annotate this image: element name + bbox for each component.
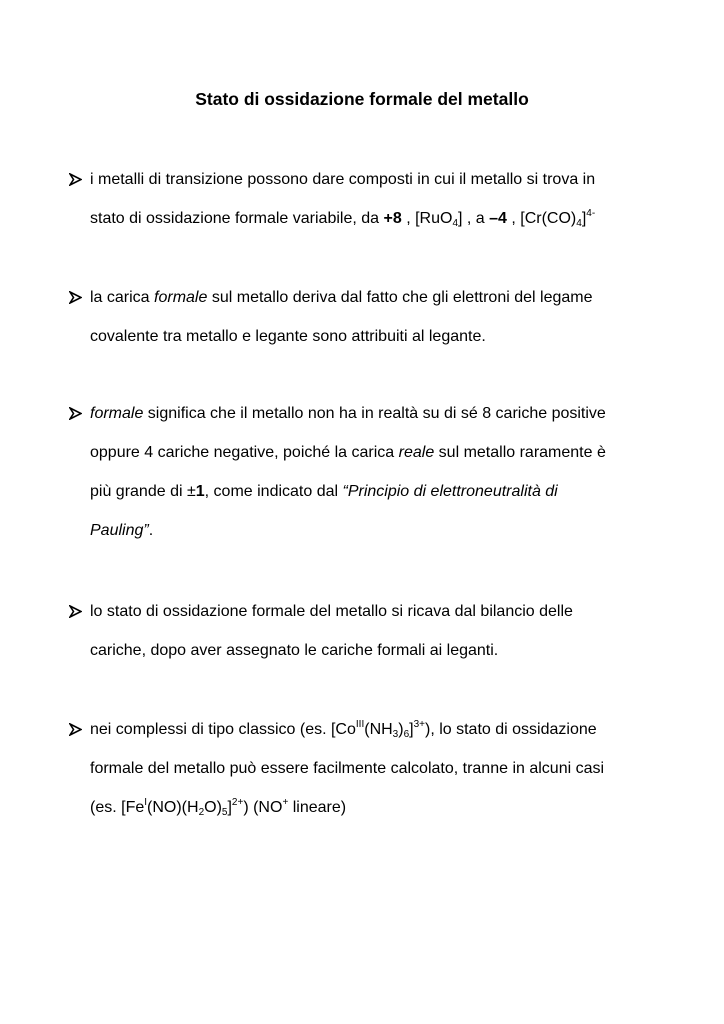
list-item-text [90, 160, 668, 238]
page-title: Stato di ossidazione formale del metallo [195, 89, 529, 109]
arrowhead-bullet-icon [68, 394, 84, 433]
arrowhead-bullet-icon [68, 278, 84, 317]
text-line [90, 511, 668, 550]
bold-value: –4 [489, 210, 507, 227]
italic-quote: “Principio di elettroneutralità di [342, 483, 558, 500]
text-run: ] , a [458, 210, 490, 227]
text-run: (NO)(H [147, 799, 199, 816]
superscript: III [355, 719, 365, 730]
text-run: . [148, 522, 154, 539]
subscript: 4 [452, 218, 458, 229]
text-line [90, 592, 668, 631]
list-item [68, 160, 668, 238]
bold-value: +8 [383, 210, 402, 227]
text-run: ] [227, 799, 232, 816]
superscript: 2+ [231, 797, 244, 808]
italic-quote: Pauling” [90, 522, 149, 539]
text-run: , [RuO [401, 210, 453, 227]
text-run: la carica [90, 289, 155, 306]
text-run: nei complessi di tipo classico (es. [Co [90, 721, 356, 738]
text-run: sul metallo raramente è [434, 444, 606, 461]
text-run: sul metallo deriva dal fatto che gli elettroni del legame [207, 289, 593, 306]
subscript: 3 [392, 729, 399, 740]
superscript: + [282, 797, 289, 808]
text-run: ), lo stato di ossidazione [424, 721, 597, 738]
text-run: lineare) [288, 799, 347, 816]
text-run: , [Cr(CO) [506, 210, 577, 227]
text-line [90, 317, 668, 356]
subscript: 4 [576, 218, 582, 229]
italic-term: formale [90, 405, 144, 422]
text-run: covalente tra metallo e legante sono attribuiti al legante. [90, 328, 486, 345]
arrowhead-bullet-icon [68, 592, 84, 631]
text-line [90, 631, 668, 670]
text-line [90, 278, 668, 317]
subscript: 5 [221, 807, 228, 818]
list-item-text [90, 278, 668, 356]
text-run: stato di ossidazione formale variabile, da [90, 210, 384, 227]
superscript: 3+ [413, 719, 425, 730]
text-run: lo stato di ossidazione formale del metallo si ricava dal bilancio delle [90, 603, 573, 620]
arrowhead-bullet-icon [68, 160, 84, 199]
superscript: 4- [586, 208, 596, 219]
list-item-text [90, 710, 668, 827]
text-run: significa che il metallo non ha in realtà su di sé 8 cariche positive [143, 405, 606, 422]
list-item [68, 278, 668, 356]
subscript: 6 [403, 729, 410, 740]
arrowhead-bullet-icon [68, 710, 84, 749]
text-run: ] [409, 721, 414, 738]
bold-value: 1 [195, 483, 205, 500]
text-run: O) [204, 799, 222, 816]
list-item [68, 592, 668, 670]
text-run: ) [398, 721, 404, 738]
text-run: formale del metallo può essere facilmente calcolato, tranne in alcuni casi [90, 760, 605, 777]
subscript: 2 [198, 807, 205, 818]
text-run: ] [581, 210, 587, 227]
text-run: ) (NO [243, 799, 283, 816]
list-item-text [90, 394, 668, 550]
text-line [90, 710, 668, 749]
italic-term: reale [398, 444, 435, 461]
list-item-text [90, 592, 668, 670]
text-line [90, 160, 668, 199]
list-item [68, 394, 668, 550]
superscript: I [144, 797, 148, 808]
text-run: (NH [364, 721, 393, 738]
text-run: oppure 4 cariche negative, poiché la carica [90, 444, 399, 461]
text-line [90, 788, 668, 827]
list-item [68, 710, 668, 827]
text-line [90, 394, 668, 433]
text-run: (es. [Fe [90, 799, 145, 816]
text-line [90, 199, 668, 238]
text-line [90, 472, 668, 511]
text-run: , come indicato dal [204, 483, 343, 500]
text-run: cariche, dopo aver assegnato le cariche formali ai leganti. [90, 642, 499, 659]
text-run: più grande di ± [90, 483, 196, 500]
text-line [90, 749, 668, 788]
italic-term: formale [154, 289, 208, 306]
text-line [90, 433, 668, 472]
text-run: i metalli di transizione possono dare composti in cui il metallo si trova in [90, 171, 596, 188]
